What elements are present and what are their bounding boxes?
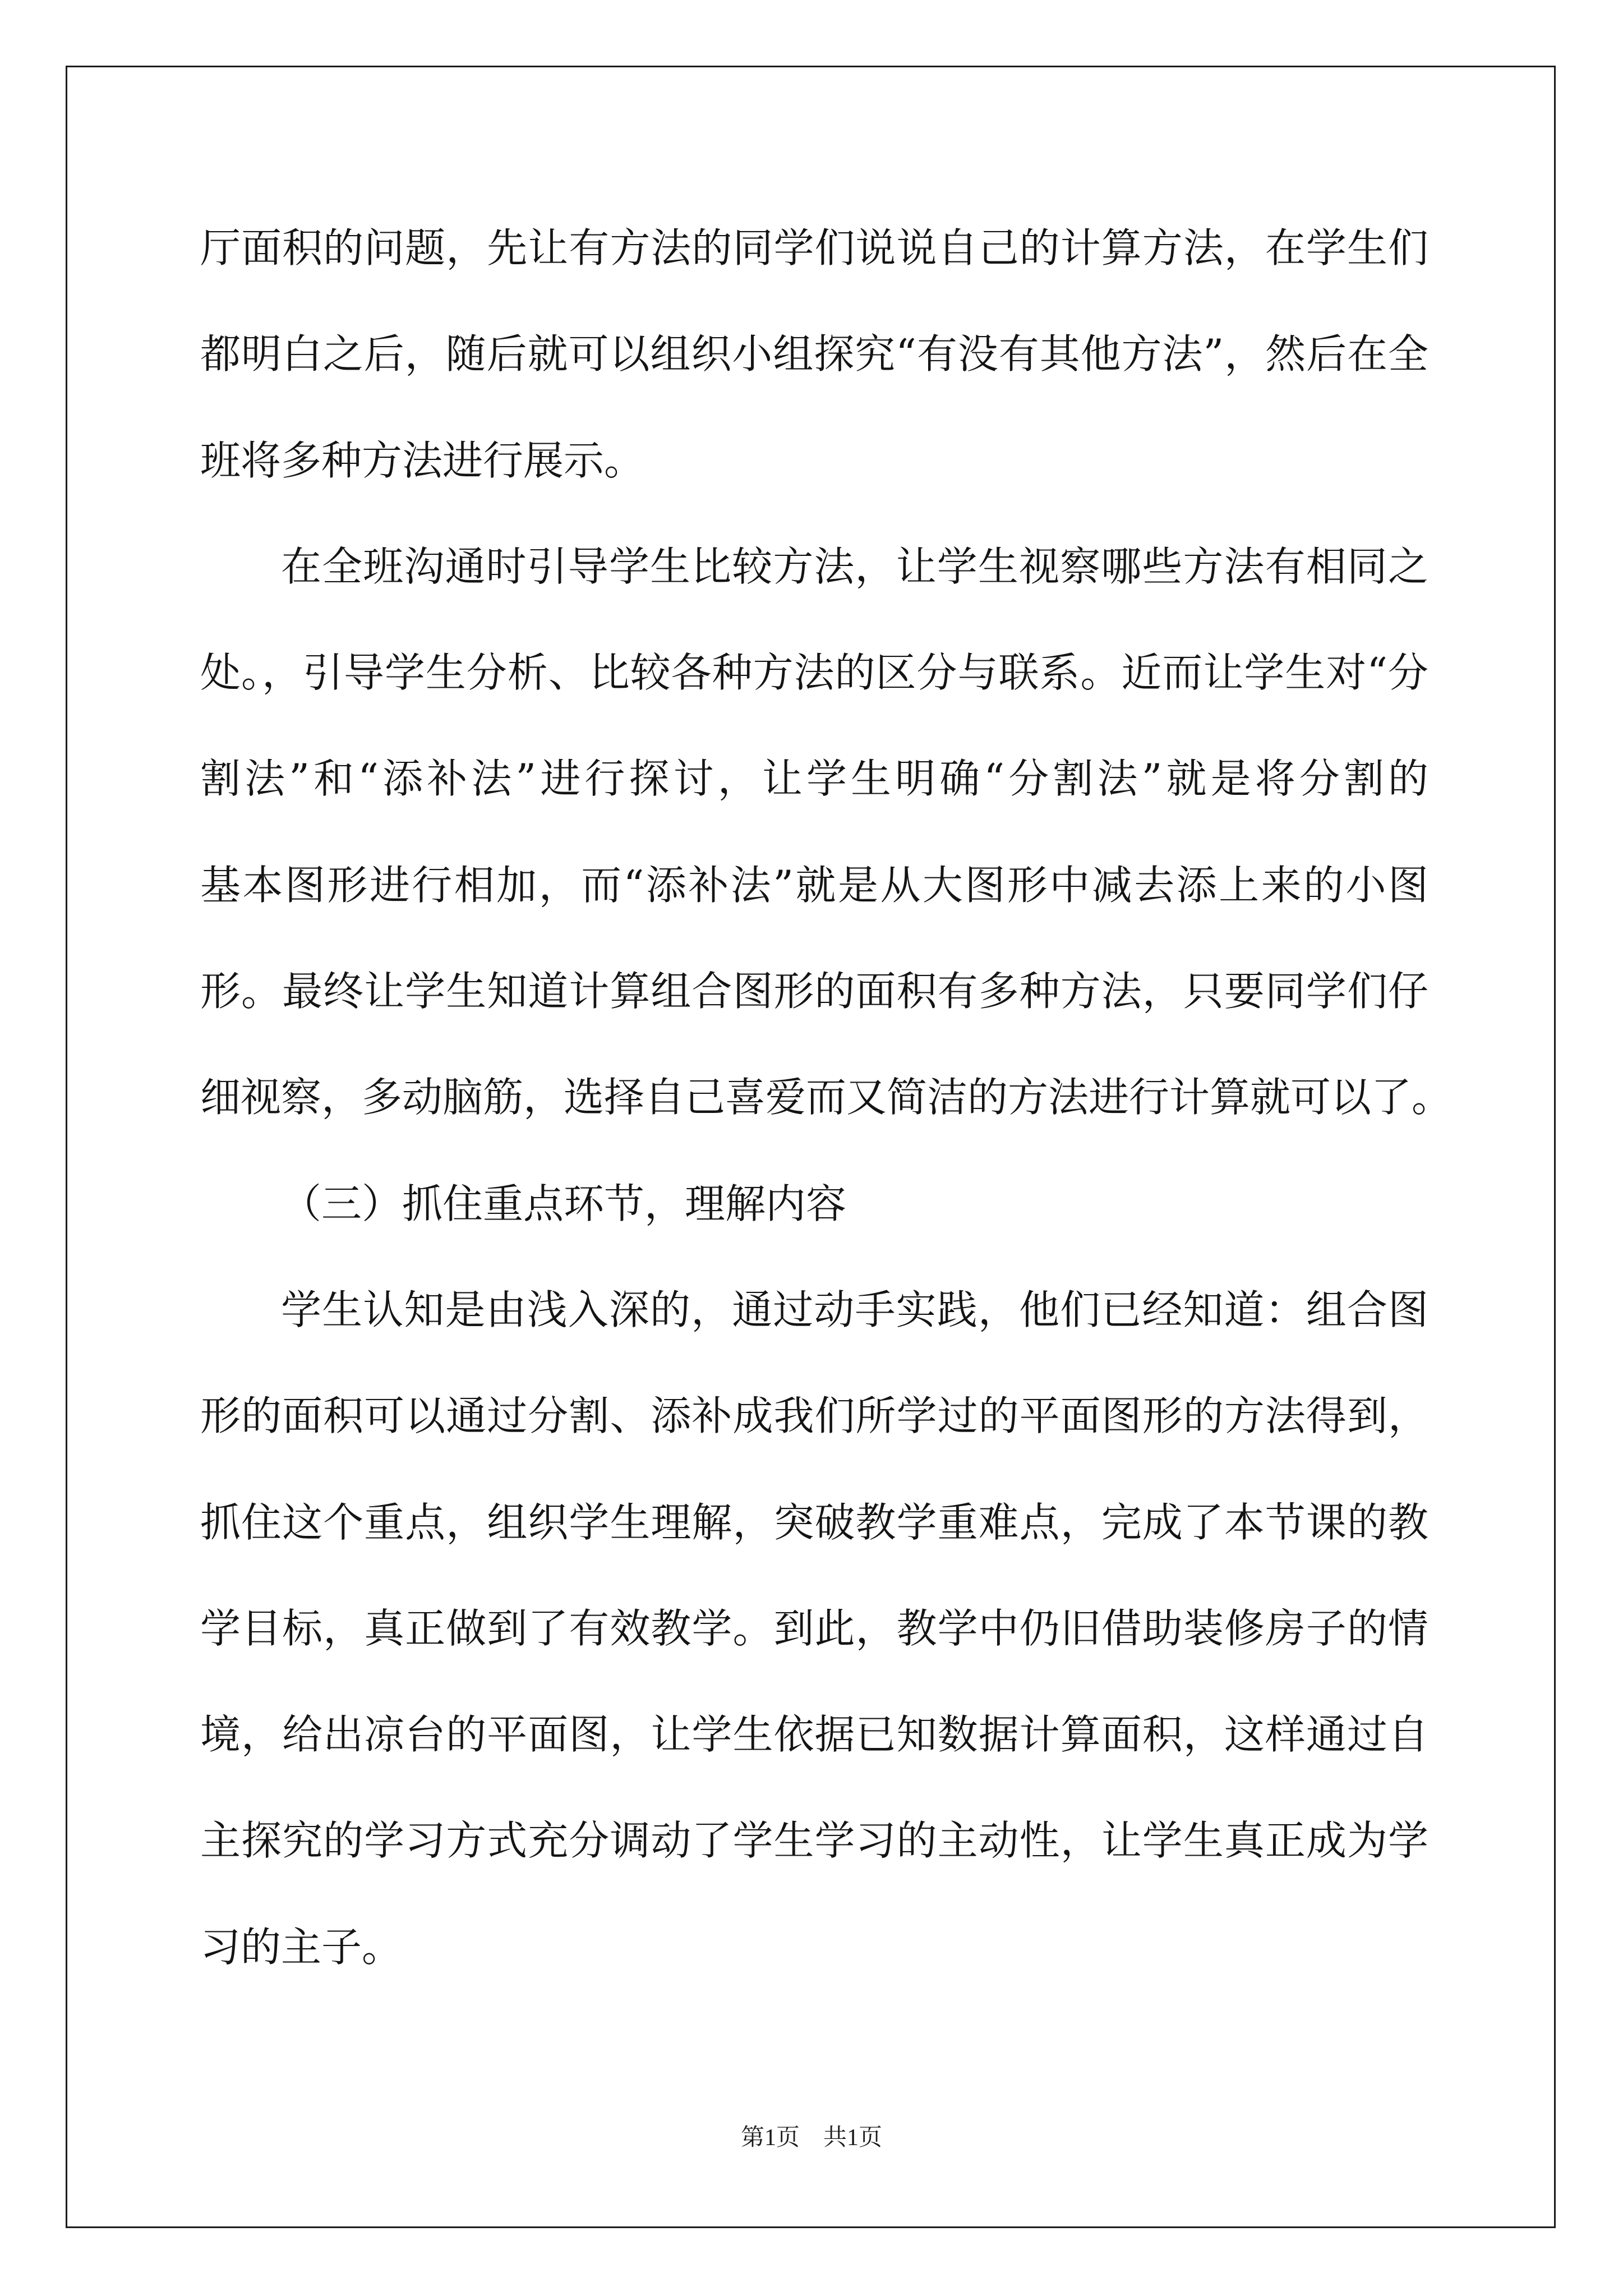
text-line: 主探究的学习方式充分调动了学生学习的主动性，让学生真正成为学 bbox=[200, 1817, 1428, 1865]
text-line: 割法”和“添补法”进行探讨，让学生明确“分割法”就是将分割的 bbox=[200, 755, 1428, 803]
text-line: 学目标，真正做到了有效教学。到此，教学中仍旧借助装修房子的情 bbox=[200, 1604, 1428, 1652]
paragraph-method-comparison bbox=[200, 514, 1453, 1151]
text-line: 在全班沟通时引导学生比较方法，让学生视察哪些方法有相同之 bbox=[281, 542, 1428, 590]
document-body bbox=[200, 195, 1453, 2000]
section-heading-text: （三）抓住重点环节，理解内容 bbox=[281, 1180, 847, 1227]
text-line: 抓住这个重点，组织学生理解，突破教学重难点，完成了本节课的教 bbox=[200, 1498, 1428, 1546]
text-line: 处。，引导学生分析、比较各种方法的区分与联系。近而让学生对“分 bbox=[200, 649, 1428, 697]
text-line: 习的主子。 bbox=[200, 1923, 403, 1971]
text-line: 都明白之后，随后就可以组织小组探究“有没有其他方法”，然后在全 bbox=[200, 330, 1428, 378]
text-line: 境，给出凉台的平面图，让学生依据已知数据计算面积，这样通过自 bbox=[200, 1711, 1428, 1759]
page-number-footer: 第1页 共1页 bbox=[740, 2125, 882, 2151]
text-line: 班将多种方法进行展示。 bbox=[200, 436, 645, 484]
text-line: 厅面积的问题，先让有方法的同学们说说自己的计算方法，在学生们 bbox=[200, 224, 1428, 272]
paragraph-continuation bbox=[200, 195, 1428, 514]
text-line: 基本图形进行相加，而“添补法”就是从大图形中减去添上来的小图 bbox=[200, 861, 1428, 909]
text-line: 形的面积可以通过分割、添补成我们所学过的平面图形的方法得到， bbox=[200, 1392, 1428, 1440]
text-line: 学生认知是由浅入深的，通过动手实践，他们已经知道：组合图 bbox=[281, 1286, 1428, 1333]
text-line: 形。最终让学生知道计算组合图形的面积有多种方法，只要同学们仔 bbox=[200, 968, 1428, 1015]
section-heading bbox=[200, 1151, 1428, 1257]
paragraph-key-points bbox=[200, 1257, 1428, 2000]
text-line: 细视察，多动脑筋，选择自己喜爱而又简洁的方法进行计算就可以了。 bbox=[200, 1074, 1453, 1121]
